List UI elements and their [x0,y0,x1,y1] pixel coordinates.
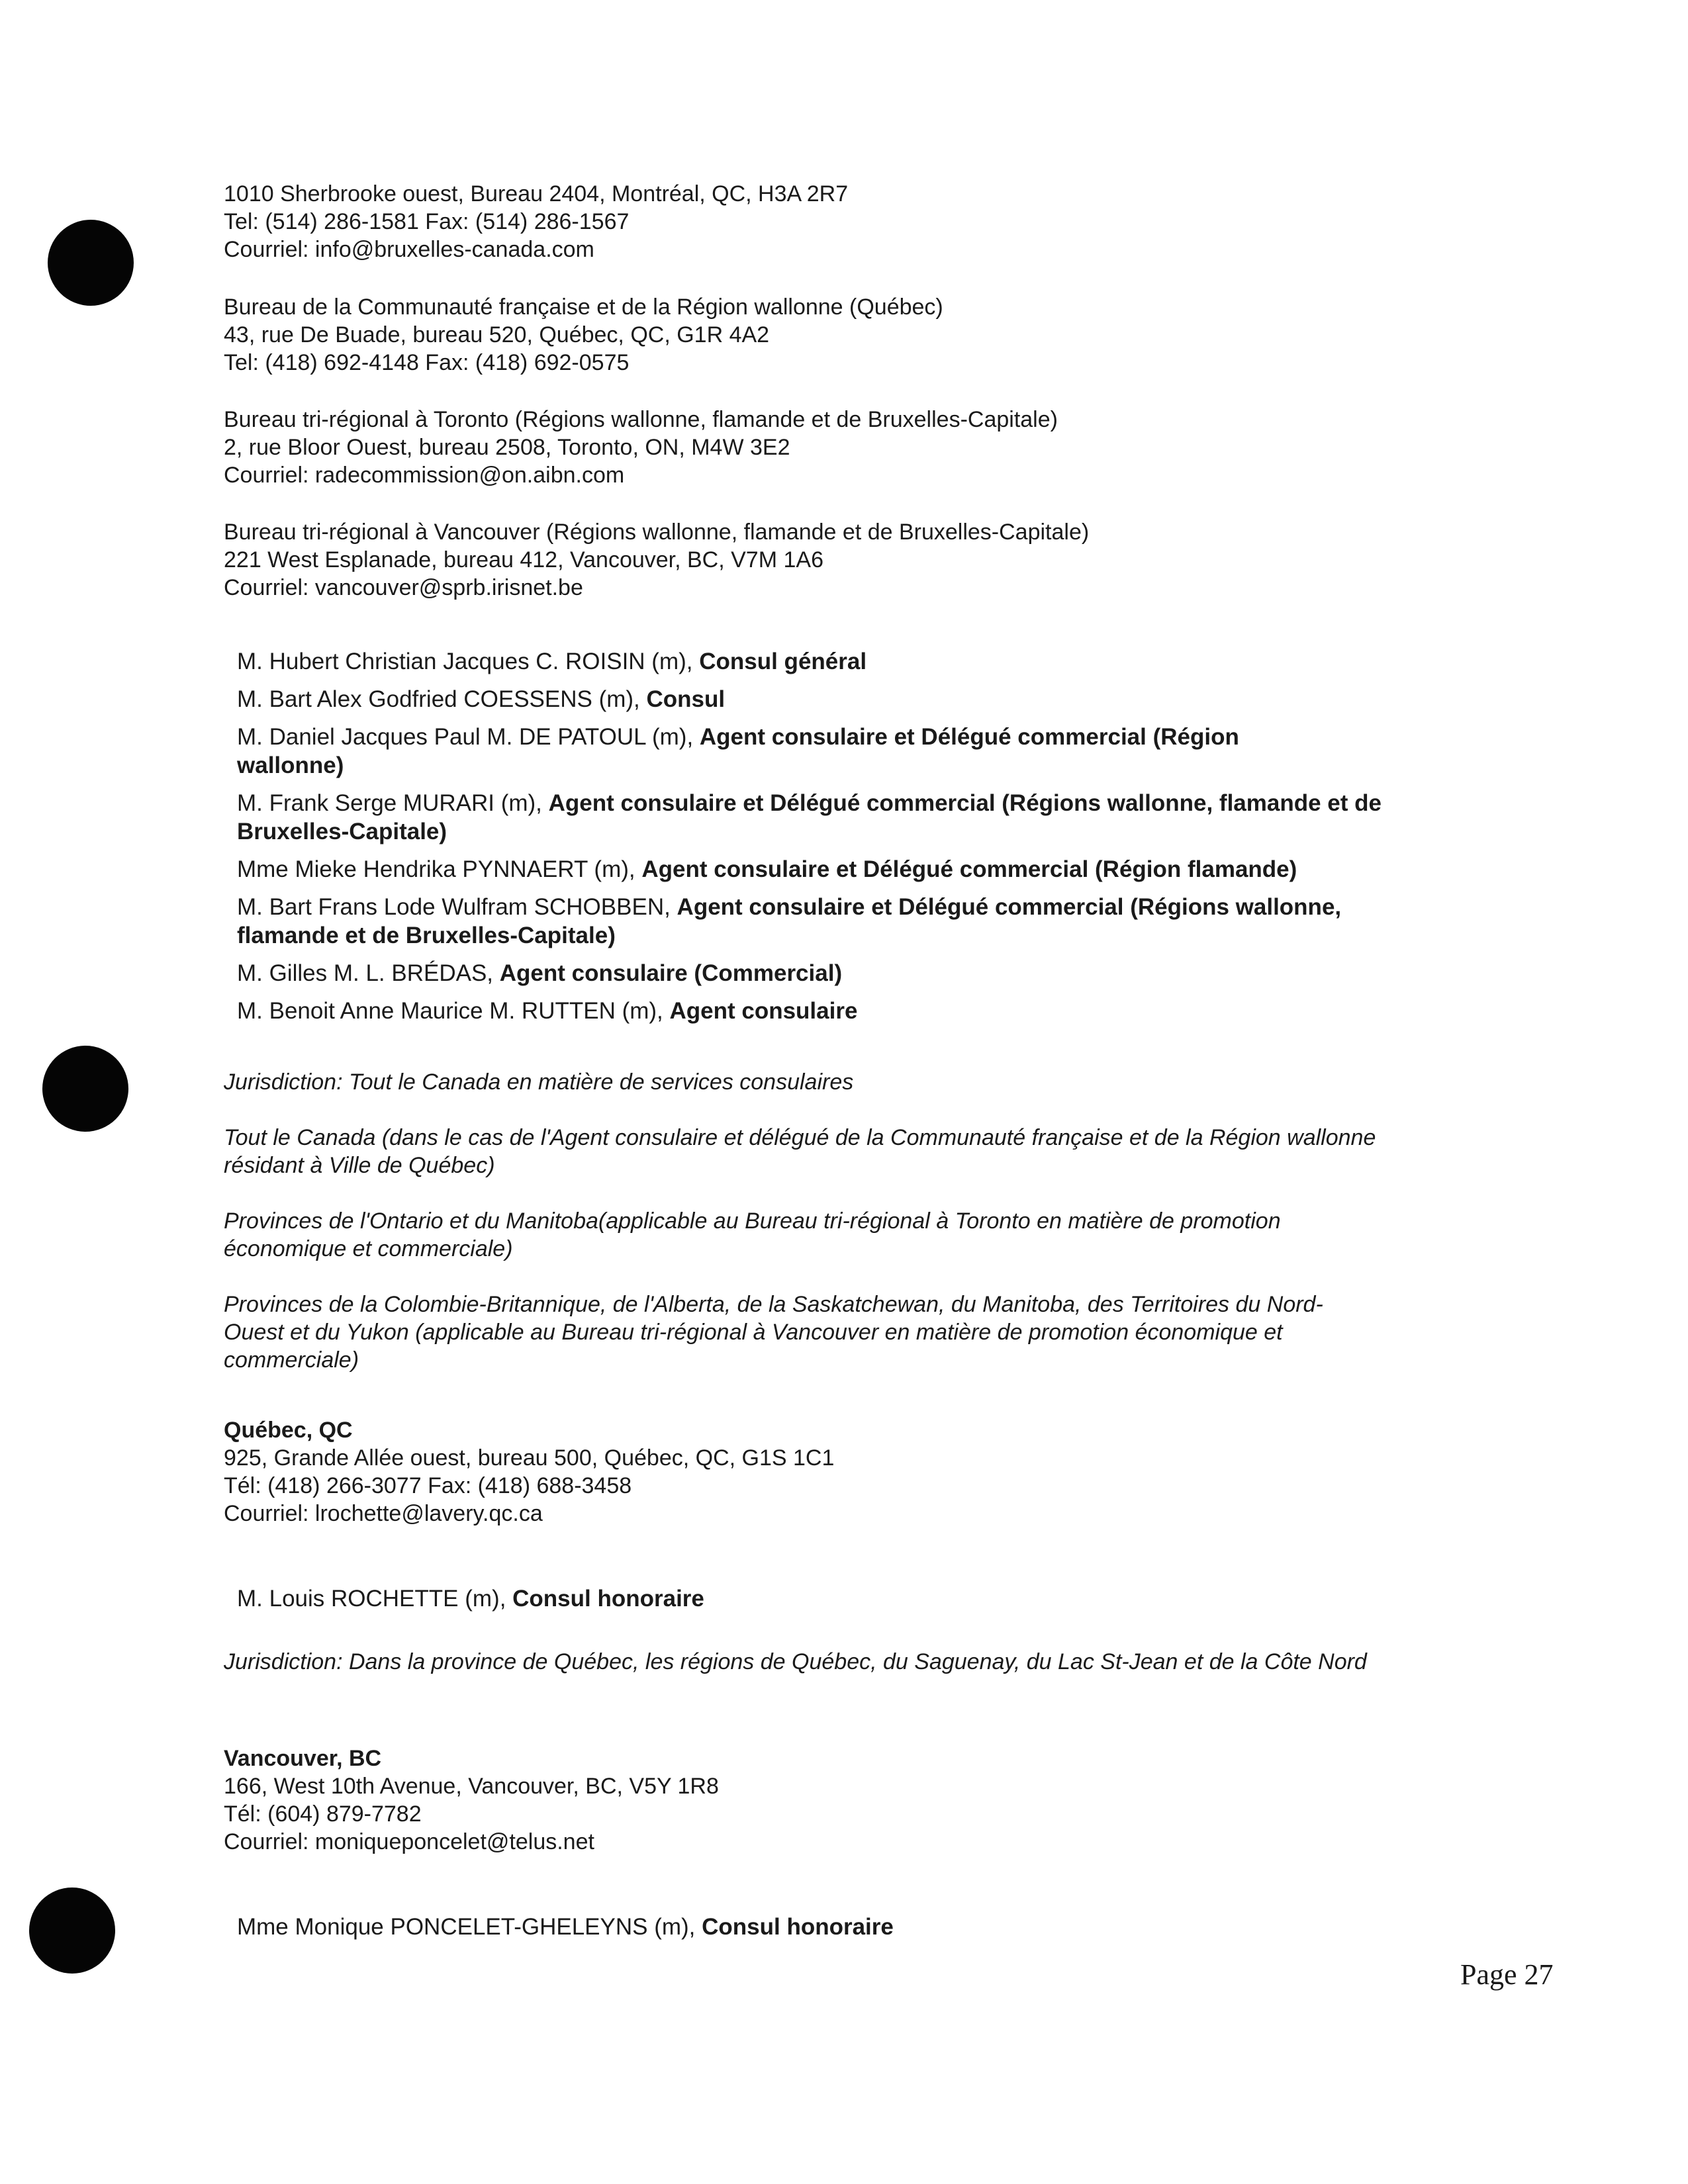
wallonia-office-phone: Tel: (418) 692-4148 Fax: (418) 692-0575 [224,350,630,375]
brussels-address: 1010 Sherbrooke ouest, Bureau 2404, Montréal, QC, H3A 2R7 [224,181,849,206]
quebec-email: Courriel: lrochette@lavery.qc.ca [224,1501,543,1526]
vancouver-email: Courriel: moniqueponcelet@telus.net [224,1829,594,1854]
staff-name: Mme Monique PONCELET-GHELEYNS (m), [237,1914,702,1940]
staff-name: M. Benoit Anne Maurice M. RUTTEN (m), [237,998,670,1024]
staff-entry [237,723,1323,780]
staff-title: Agent consulaire et Délégué commercial (Région flamande) [641,856,1297,882]
vancouver-office-address: 221 West Esplanade, bureau 412, Vancouver, BC, V7M 1A6 [224,547,823,572]
staff-entry [237,647,1415,676]
staff-title: Consul [646,686,726,712]
vancouver-address: 166, West 10th Avenue, Vancouver, BC, V5Y 1R8 [224,1774,719,1799]
quebec-phone: Tél: (418) 266-3077 Fax: (418) 688-3458 [224,1473,632,1498]
jurisdiction-note: Tout le Canada (dans le cas de l'Agent consulaire et délégué de la Communauté française et de la Région wallonne résidant à Ville de Québec) [224,1125,1376,1178]
staff-name: M. Hubert Christian Jacques C. ROISIN (m), [237,649,700,674]
quebec-address: 925, Grande Allée ouest, bureau 500, Québec, QC, G1S 1C1 [224,1445,835,1471]
vancouver-consulate-block [224,1745,1415,1856]
staff-title: Agent consulaire [669,998,858,1024]
punch-hole [48,220,134,306]
vancouver-staff [237,1913,1415,1941]
quebec-jurisdiction: Jurisdiction: Dans la province de Québec, les régions de Québec, du Saguenay, du Lac St-Jean et de la Côte Nord [224,1649,1367,1674]
vancouver-office-block [224,518,1415,602]
toronto-office-name: Bureau tri-régional à Toronto (Régions wallonne, flamande et de Bruxelles-Capitale) [224,407,1058,432]
staff-entry [237,997,1415,1025]
punch-hole [42,1046,128,1132]
staff-name: M. Bart Alex Godfried COESSENS (m), [237,686,647,712]
staff-name: M. Louis ROCHETTE (m), [237,1586,513,1612]
toronto-office-block [224,406,1415,489]
staff-title: Consul honoraire [702,1914,894,1940]
staff-title: Agent consulaire et Délégué commercial (Régions wallonne, flamande et de Bruxelles-Capitale) [237,894,1342,948]
staff-title: Consul général [699,649,867,674]
wallonia-office-block [224,293,1415,377]
quebec-heading: Québec, QC [224,1418,353,1443]
wallonia-office-name: Bureau de la Communauté française et de la Région wallonne (Québec) [224,295,943,320]
toronto-office-address: 2, rue Bloor Ouest, bureau 2508, Toronto, ON, M4W 3E2 [224,435,790,460]
jurisdiction-note: Jurisdiction: Tout le Canada en matière de services consulaires [224,1069,854,1095]
toronto-office-email: Courriel: radecommission@on.aibn.com [224,463,625,488]
vancouver-heading: Vancouver, BC [224,1746,382,1771]
quebec-staff [237,1584,1415,1613]
staff-title: Agent consulaire et Délégué commercial (Régions wallonne, flamande et de Bruxelles-Capitale) [237,790,1382,844]
staff-title: Consul honoraire [512,1586,704,1612]
staff-entry [237,959,1415,987]
jurisdiction-note: Provinces de la Colombie-Britannique, de l'Alberta, de la Saskatchewan, du Manitoba, des Territoires du Nord-Ouest et du Yukon (applicable au Bureau tri-régional à Vancouver en matière de promotion économique et commerciale) [224,1292,1323,1373]
brussels-office-block [224,180,1415,263]
staff-name: M. Frank Serge MURARI (m), [237,790,549,816]
brussels-phone: Tel: (514) 286-1581 Fax: (514) 286-1567 [224,209,630,234]
page-number: Page 27 [1460,1958,1554,1991]
staff-list [237,647,1415,1025]
wallonia-office-address: 43, rue De Buade, bureau 520, Québec, QC, G1R 4A2 [224,322,770,347]
vancouver-phone: Tél: (604) 879-7782 [224,1801,422,1827]
vancouver-office-email: Courriel: vancouver@sprb.irisnet.be [224,575,583,600]
staff-name: Mme Mieke Hendrika PYNNAERT (m), [237,856,642,882]
jurisdiction-note: Provinces de l'Ontario et du Manitoba(applicable au Bureau tri-régional à Toronto en matière de promotion économique et commerciale) [224,1208,1281,1261]
staff-entry [237,893,1356,950]
vancouver-office-name: Bureau tri-régional à Vancouver (Régions wallonne, flamande et de Bruxelles-Capitale) [224,520,1090,545]
staff-entry [237,685,1415,713]
staff-name: M. Gilles M. L. BRÉDAS, [237,960,500,986]
staff-entry [237,1913,1415,1941]
brussels-email: Courriel: info@bruxelles-canada.com [224,237,594,262]
staff-title: Agent consulaire (Commercial) [499,960,843,986]
staff-name: M. Bart Frans Lode Wulfram SCHOBBEN, [237,894,677,920]
staff-entry [237,789,1415,846]
quebec-consulate-block [224,1416,1415,1527]
staff-entry [237,855,1415,884]
staff-title: Agent consulaire et Délégué commercial (Région wallonne) [237,724,1239,778]
staff-entry [237,1584,1415,1613]
staff-name: M. Daniel Jacques Paul M. DE PATOUL (m), [237,724,700,750]
punch-hole [29,1888,115,1974]
